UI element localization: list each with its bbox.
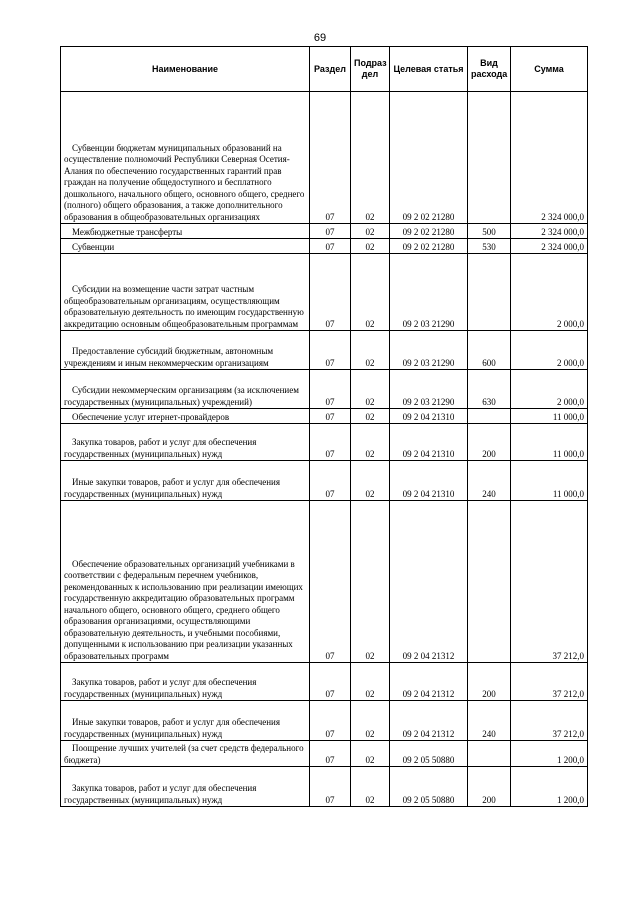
header-section: Раздел <box>310 47 351 92</box>
row-type <box>468 409 511 424</box>
page-number: 69 <box>313 32 327 44</box>
row-name: Закупка товаров, работ и услуг для обеспечения государственных (муниципальных) нужд <box>61 424 310 461</box>
row-name: Иные закупки товаров, работ и услуг для обеспечения государственных (муниципальных) нужд <box>61 701 310 741</box>
row-amount: 2 324 000,0 <box>511 239 588 254</box>
row-amount: 11 000,0 <box>511 409 588 424</box>
row-subsection: 02 <box>351 254 390 331</box>
row-target: 09 2 04 21310 <box>390 461 468 501</box>
row-target: 09 2 04 21310 <box>390 409 468 424</box>
table-row <box>61 239 588 254</box>
row-section: 07 <box>310 370 351 409</box>
row-amount: 37 212,0 <box>511 701 588 741</box>
row-target: 09 2 03 21290 <box>390 370 468 409</box>
row-name: Иные закупки товаров, работ и услуг для обеспечения государственных (муниципальных) нужд <box>61 461 310 501</box>
row-subsection: 02 <box>351 370 390 409</box>
header-name: Наименование <box>61 47 310 92</box>
row-target: 09 2 03 21290 <box>390 254 468 331</box>
row-subsection: 02 <box>351 663 390 701</box>
row-section: 07 <box>310 501 351 663</box>
row-amount: 2 000,0 <box>511 254 588 331</box>
row-type: 240 <box>468 461 511 501</box>
row-name: Закупка товаров, работ и услуг для обеспечения государственных (муниципальных) нужд <box>61 663 310 701</box>
row-subsection: 02 <box>351 92 390 224</box>
row-target: 09 2 05 50880 <box>390 741 468 767</box>
row-section: 07 <box>310 461 351 501</box>
row-type <box>468 501 511 663</box>
row-subsection: 02 <box>351 224 390 239</box>
table-header-row <box>61 47 588 92</box>
row-type: 500 <box>468 224 511 239</box>
row-name: Субвенции бюджетам муниципальных образований на осуществление полномочий Республики Северная Осетия-Алания по обеспечению государственных гарантий прав граждан на получение общедоступного и бесплатного дошкольного, начального общего, основного общего, среднего (полного) общего образования, а также дополнительного образования в общеобразовательных организациях <box>61 92 310 224</box>
row-section: 07 <box>310 663 351 701</box>
row-section: 07 <box>310 331 351 370</box>
table-row <box>61 370 588 409</box>
table-row <box>61 254 588 331</box>
row-subsection: 02 <box>351 239 390 254</box>
table-row <box>61 224 588 239</box>
table-row <box>61 409 588 424</box>
table-row <box>61 701 588 741</box>
table-row <box>61 741 588 767</box>
row-subsection: 02 <box>351 741 390 767</box>
row-name: Обеспечение услуг итернет-провайдеров <box>61 409 310 424</box>
row-target: 09 2 02 21280 <box>390 92 468 224</box>
row-section: 07 <box>310 424 351 461</box>
table-row <box>61 663 588 701</box>
row-target: 09 2 02 21280 <box>390 224 468 239</box>
row-type: 200 <box>468 663 511 701</box>
row-amount: 37 212,0 <box>511 501 588 663</box>
row-type: 240 <box>468 701 511 741</box>
row-name: Межбюджетные трансферты <box>61 224 310 239</box>
row-section: 07 <box>310 224 351 239</box>
header-subsection: Подраз дел <box>351 47 390 92</box>
table-row <box>61 461 588 501</box>
row-type <box>468 254 511 331</box>
row-subsection: 02 <box>351 409 390 424</box>
row-type <box>468 92 511 224</box>
row-amount: 11 000,0 <box>511 461 588 501</box>
row-type: 200 <box>468 424 511 461</box>
row-name: Предоставление субсидий бюджетным, автономным учреждениям и иным некоммерческим организациям <box>61 331 310 370</box>
table-row <box>61 424 588 461</box>
row-name: Обеспечение образовательных организаций учебниками в соответствии с федеральным перечнем учебников, рекомендованных к использованию при реализации имеющих государственную аккредитацию образовательных программ начального общего, основного общего, среднего общего образования организациями, осуществляющими образовательную деятельность, и учебными пособиями, допущенными к использованию при реализации указанных образовательных программ <box>61 501 310 663</box>
row-type: 630 <box>468 370 511 409</box>
row-subsection: 02 <box>351 501 390 663</box>
table-row <box>61 92 588 224</box>
row-target: 09 2 03 21290 <box>390 331 468 370</box>
row-name: Поощрение лучших учителей (за счет средств федерального бюджета) <box>61 741 310 767</box>
row-subsection: 02 <box>351 424 390 461</box>
row-target: 09 2 02 21280 <box>390 239 468 254</box>
row-amount: 11 000,0 <box>511 424 588 461</box>
row-subsection: 02 <box>351 767 390 807</box>
table-row <box>61 331 588 370</box>
header-expense-type: Вид расхода <box>468 47 511 92</box>
row-target: 09 2 04 21312 <box>390 501 468 663</box>
row-amount: 2 324 000,0 <box>511 224 588 239</box>
row-target: 09 2 04 21310 <box>390 424 468 461</box>
table-row <box>61 767 588 807</box>
table-row <box>61 501 588 663</box>
row-amount: 37 212,0 <box>511 663 588 701</box>
row-section: 07 <box>310 254 351 331</box>
row-amount: 1 200,0 <box>511 767 588 807</box>
header-amount: Сумма <box>511 47 588 92</box>
row-target: 09 2 04 21312 <box>390 663 468 701</box>
row-amount: 1 200,0 <box>511 741 588 767</box>
row-subsection: 02 <box>351 701 390 741</box>
row-amount: 2 000,0 <box>511 370 588 409</box>
row-type: 530 <box>468 239 511 254</box>
row-target: 09 2 05 50880 <box>390 767 468 807</box>
row-type <box>468 741 511 767</box>
row-name: Закупка товаров, работ и услуг для обеспечения государственных (муниципальных) нужд <box>61 767 310 807</box>
row-type: 200 <box>468 767 511 807</box>
row-name: Субвенции <box>61 239 310 254</box>
row-name: Субсидии некоммерческим организациям (за исключением государственных (муниципальных) учреждений) <box>61 370 310 409</box>
row-section: 07 <box>310 409 351 424</box>
row-section: 07 <box>310 92 351 224</box>
budget-table <box>60 46 588 807</box>
row-name: Субсидии на возмещение части затрат частным общеобразовательным организациям, осуществляющим образовательную деятельность по имеющим государственную аккредитацию основным общеобразовательным программам <box>61 254 310 331</box>
row-section: 07 <box>310 239 351 254</box>
row-section: 07 <box>310 741 351 767</box>
row-section: 07 <box>310 701 351 741</box>
row-amount: 2 000,0 <box>511 331 588 370</box>
row-section: 07 <box>310 767 351 807</box>
row-subsection: 02 <box>351 461 390 501</box>
row-amount: 2 324 000,0 <box>511 92 588 224</box>
header-target: Целевая статья <box>390 47 468 92</box>
row-target: 09 2 04 21312 <box>390 701 468 741</box>
row-type: 600 <box>468 331 511 370</box>
row-subsection: 02 <box>351 331 390 370</box>
